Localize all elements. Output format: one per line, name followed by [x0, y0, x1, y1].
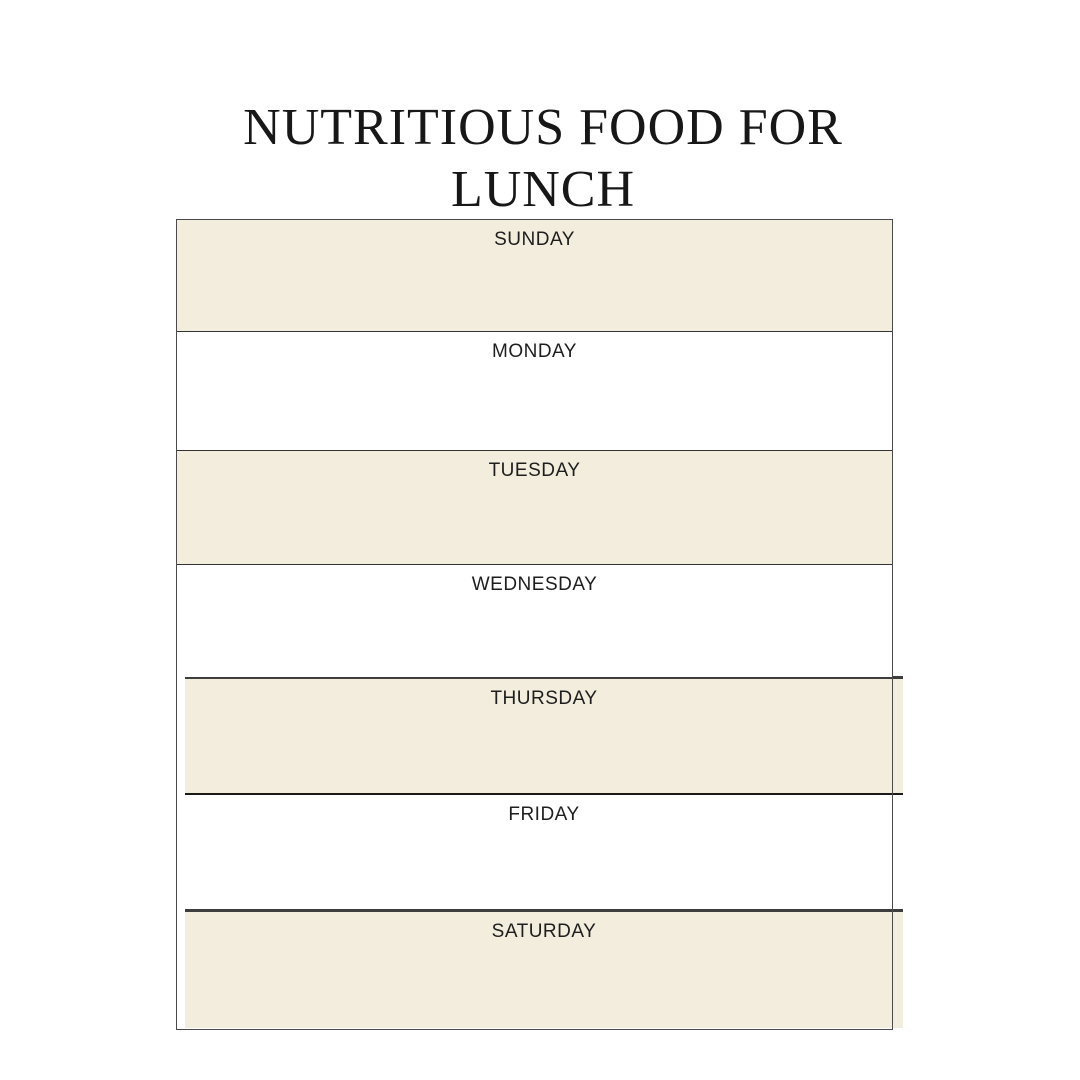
page-title: NUTRITIOUS FOOD FOR LUNCH: [243, 98, 843, 218]
day-label-sunday: SUNDAY: [494, 229, 575, 250]
day-label-monday: MONDAY: [492, 341, 577, 362]
day-row-monday: [177, 332, 892, 451]
day-row-sunday: [177, 220, 892, 332]
day-row-tuesday: [177, 451, 892, 565]
day-row-friday: [185, 795, 903, 909]
day-label-tuesday: TUESDAY: [488, 460, 581, 481]
day-label-saturday: SATURDAY: [491, 921, 597, 942]
day-label-friday: FRIDAY: [508, 804, 580, 825]
day-row-saturday: [185, 909, 903, 1028]
day-label-wednesday: WEDNESDAY: [471, 574, 598, 595]
day-label-thursday: THURSDAY: [490, 688, 598, 709]
day-row-wednesday: [177, 565, 892, 677]
day-row-thursday: [185, 676, 903, 795]
